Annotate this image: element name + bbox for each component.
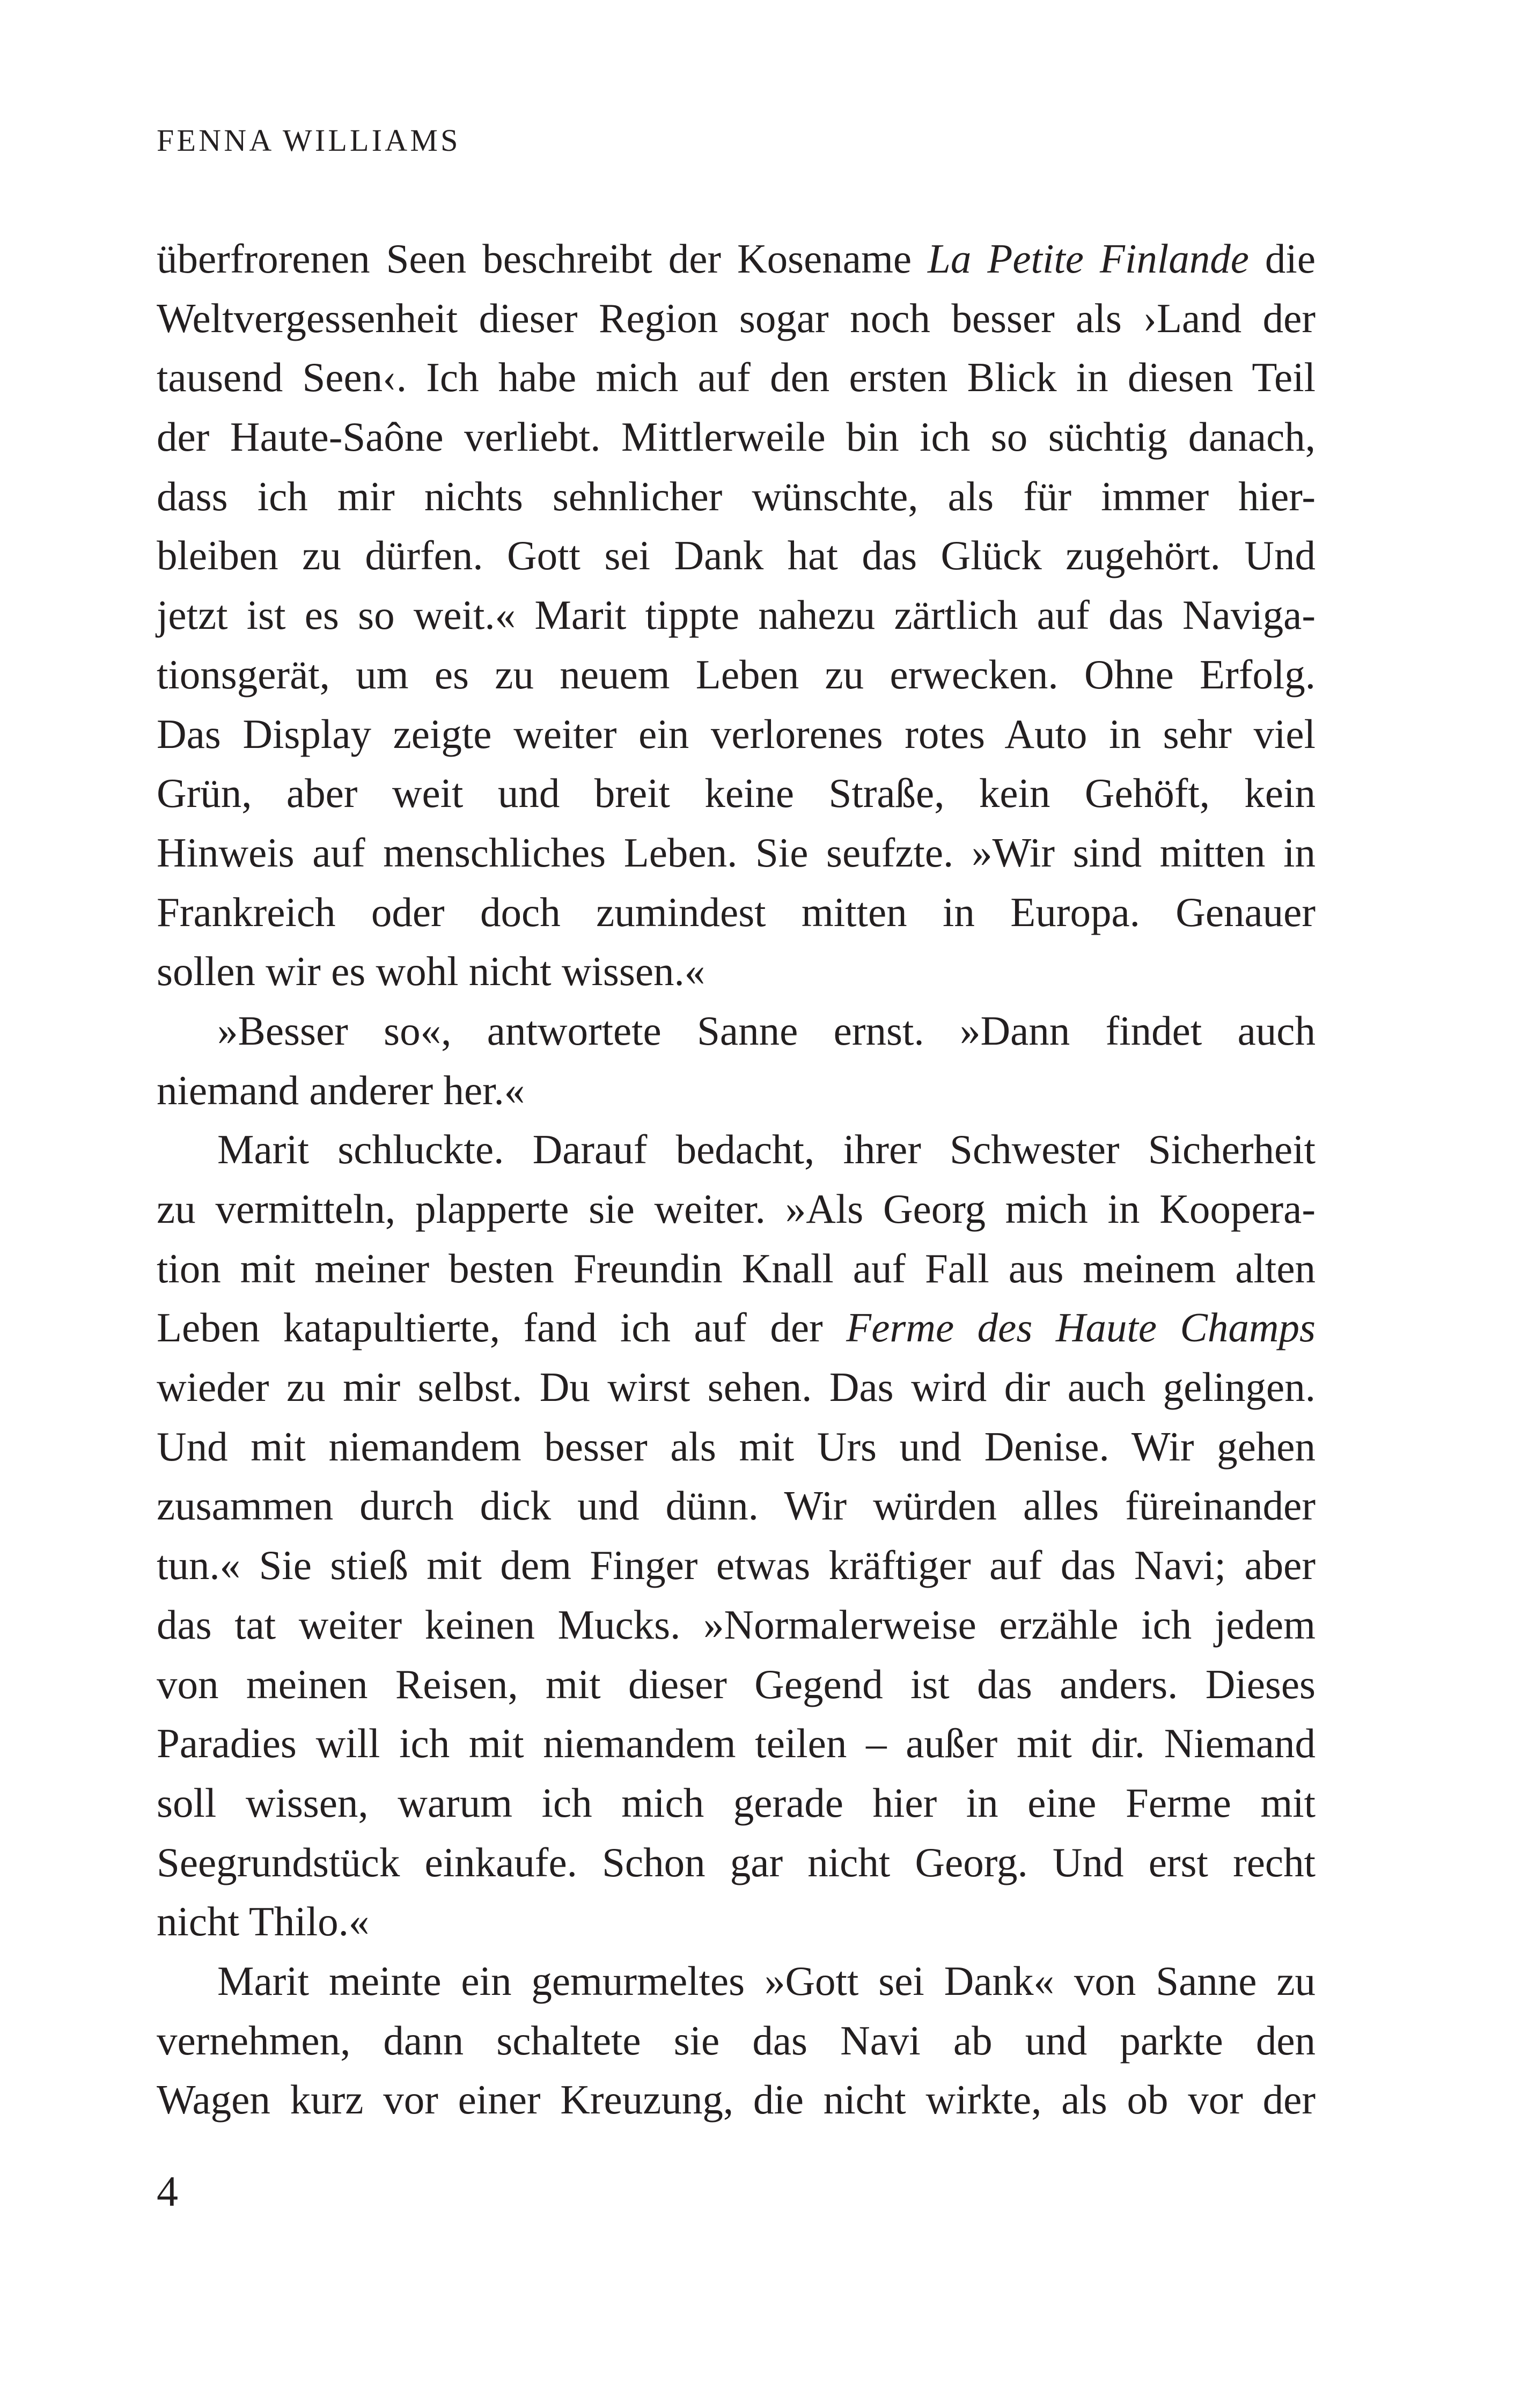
text-segment: die xyxy=(1248,236,1316,282)
text-line xyxy=(157,1001,1316,1061)
text-line xyxy=(157,1595,1316,1655)
text-segment: Wagen kurz vor einer Kreuzung, die nicht wirkte, als ob vor der xyxy=(157,2076,1316,2123)
text-line xyxy=(157,1476,1316,1536)
text-segment: dass ich mir nichts sehnlicher wünschte, als für immer hier- xyxy=(157,473,1316,519)
text-line xyxy=(157,1239,1316,1298)
running-head: FENNA WILLIAMS xyxy=(157,123,461,158)
text-line xyxy=(157,526,1316,585)
text-segment: sollen wir es wohl nicht wissen.« xyxy=(157,948,706,995)
text-line xyxy=(157,1120,1316,1179)
text-line xyxy=(157,1298,1316,1357)
text-segment: jetzt ist es so weit.« Marit tippte nahezu zärtlich auf das Naviga- xyxy=(157,592,1316,638)
text-line xyxy=(157,1833,1316,1892)
text-line xyxy=(157,1655,1316,1714)
text-line xyxy=(157,1536,1316,1595)
text-segment: der Haute-Saône verliebt. Mittlerweile bin ich so süchtig danach, xyxy=(157,414,1316,460)
text-line xyxy=(157,1061,1316,1120)
text-segment: tun.« Sie stieß mit dem Finger etwas kräftiger auf das Navi; aber xyxy=(157,1542,1316,1589)
text-segment: zu vermitteln, plapperte sie weiter. »Als Georg mich in Koopera- xyxy=(157,1186,1316,1232)
text-segment: überfrorenen Seen beschreibt der Kosename xyxy=(157,236,928,282)
italic-text: La Petite Finlande xyxy=(928,236,1249,282)
text-line xyxy=(157,823,1316,883)
text-line xyxy=(157,942,1316,1001)
text-line xyxy=(157,1773,1316,1833)
text-segment: vernehmen, dann schaltete sie das Navi ab und parkte den xyxy=(157,2017,1316,2064)
text-line xyxy=(157,2011,1316,2071)
text-segment: soll wissen, warum ich mich gerade hier in eine Ferme mit xyxy=(157,1779,1316,1826)
text-segment: nicht Thilo.« xyxy=(157,1898,370,1945)
text-line xyxy=(157,1892,1316,1951)
text-line xyxy=(157,289,1316,348)
text-segment: Marit schluckte. Darauf bedacht, ihrer Schwester Sicherheit xyxy=(217,1126,1316,1173)
text-segment: tion mit meiner besten Freundin Knall auf Fall aus meinem alten xyxy=(157,1245,1316,1291)
text-segment: bleiben zu dürfen. Gott sei Dank hat das Glück zugehört. Und xyxy=(157,532,1316,579)
text-line xyxy=(157,763,1316,823)
text-line xyxy=(157,229,1316,289)
text-segment: Leben katapultierte, fand ich auf der xyxy=(157,1304,847,1351)
text-segment: Weltvergessenheit dieser Region sogar noch besser als ›Land der xyxy=(157,295,1316,341)
text-line xyxy=(157,1179,1316,1239)
text-segment: Frankreich oder doch zumindest mitten in Europa. Genauer xyxy=(157,889,1316,935)
text-segment: Grün, aber weit und breit keine Straße, kein Gehöft, kein xyxy=(157,770,1316,817)
text-segment: Hinweis auf menschliches Leben. Sie seufzte. »Wir sind mitten in xyxy=(157,829,1316,876)
text-segment: »Besser so«, antwortete Sanne ernst. »Dann findet auch xyxy=(217,1007,1316,1054)
text-line xyxy=(157,407,1316,467)
text-segment: tausend Seen‹. Ich habe mich auf den ersten Blick in diesen Teil xyxy=(157,354,1316,401)
text-segment: Das Display zeigte weiter ein verlorenes rotes Auto in sehr viel xyxy=(157,710,1316,757)
text-line xyxy=(157,1357,1316,1417)
text-segment: wieder zu mir selbst. Du wirst sehen. Das wird dir auch gelingen. xyxy=(157,1364,1316,1411)
text-segment: niemand anderer her.« xyxy=(157,1067,525,1113)
text-segment: das tat weiter keinen Mucks. »Normalerweise erzähle ich jedem xyxy=(157,1601,1316,1648)
text-line xyxy=(157,645,1316,704)
italic-text: Ferme des Haute Champs xyxy=(846,1304,1316,1351)
text-segment: zusammen durch dick und dünn. Wir würden alles füreinander xyxy=(157,1482,1316,1529)
text-line xyxy=(157,348,1316,407)
text-line xyxy=(157,2070,1316,2130)
text-line xyxy=(157,1714,1316,1773)
text-line xyxy=(157,704,1316,764)
text-segment: Marit meinte ein gemurmeltes »Gott sei Dank« von Sanne zu xyxy=(217,1957,1316,2004)
text-segment: Seegrundstück einkaufe. Schon gar nicht Georg. Und erst recht xyxy=(157,1839,1316,1885)
page-number: 4 xyxy=(157,2168,178,2215)
text-line xyxy=(157,467,1316,526)
text-segment: Und mit niemandem besser als mit Urs und Denise. Wir gehen xyxy=(157,1423,1316,1470)
text-line xyxy=(157,883,1316,942)
text-segment: tionsgerät, um es zu neuem Leben zu erwecken. Ohne Erfolg. xyxy=(157,651,1316,698)
body-text xyxy=(157,229,1316,2130)
text-line xyxy=(157,1417,1316,1477)
text-segment: Paradies will ich mit niemandem teilen – außer mit dir. Niemand xyxy=(157,1720,1316,1767)
text-segment: von meinen Reisen, mit dieser Gegend ist das anders. Dieses xyxy=(157,1661,1316,1707)
text-line xyxy=(157,585,1316,645)
text-line xyxy=(157,1951,1316,2011)
